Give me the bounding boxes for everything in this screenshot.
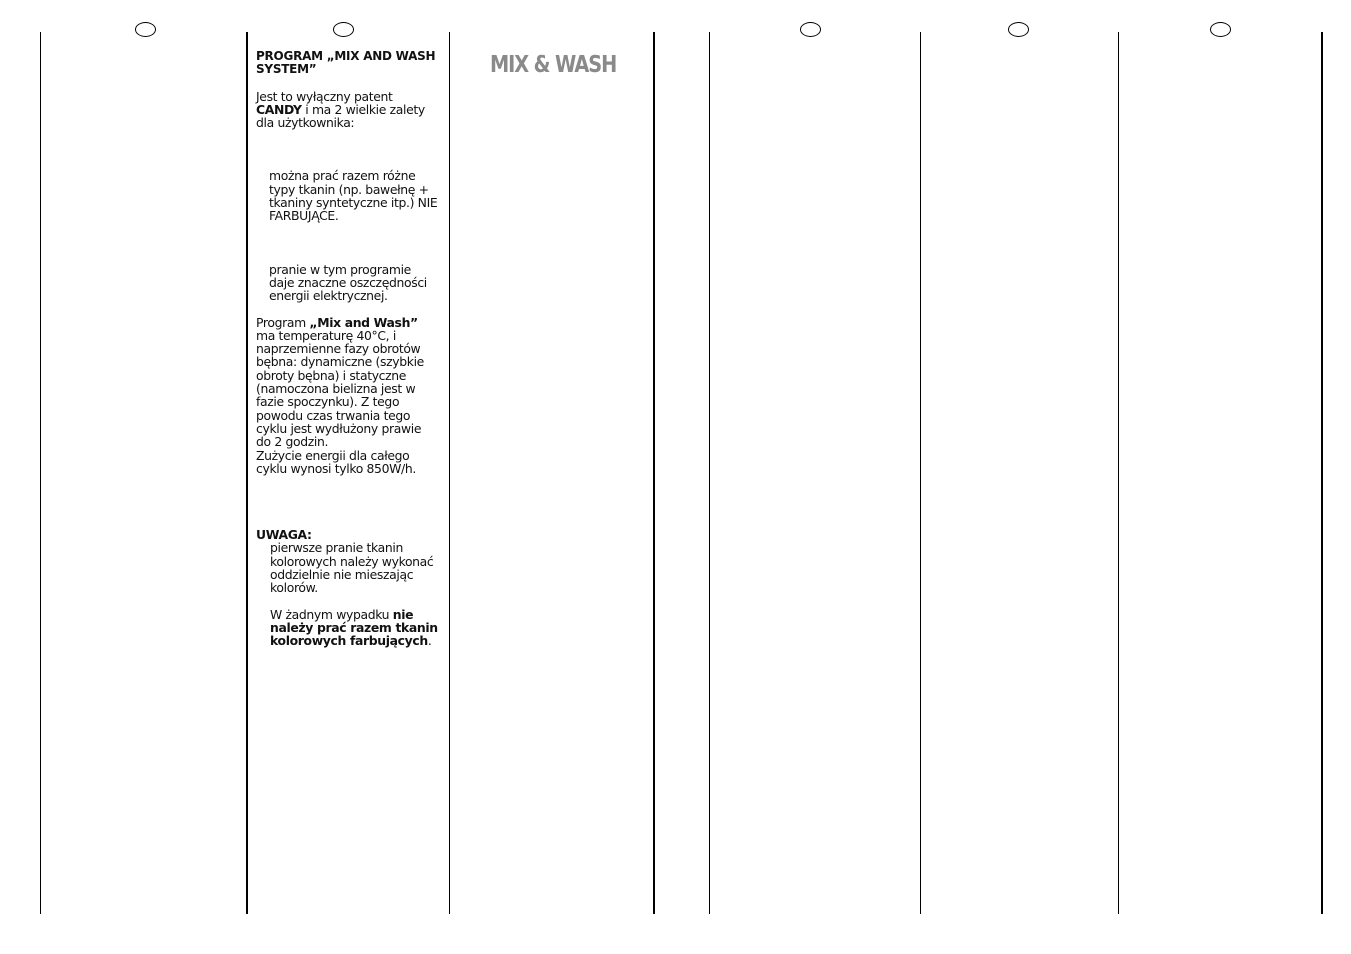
column-divider-3 (449, 32, 450, 914)
warning-label: UWAGA: (256, 527, 312, 543)
mix-and-wash-title: MIX & WASH (490, 52, 617, 78)
program-details-paragraph: Program „Mix and Wash” ma temperaturę 40°C, i naprzemienne fazy obrotów bębna: dynamiczne (szybkie obroty bębna) i statyczne (namoczona bielizna jest w fazie spoczynku). Z tego powodu czas trwania tego cyklu jest wydłużony prawie do 2 godzin. (256, 314, 424, 450)
language-marker-circle (135, 22, 156, 37)
language-marker-circle (1210, 22, 1231, 37)
column-divider-7 (1118, 32, 1119, 914)
benefit-mixed-fabrics: można prać razem różne typy tkanin (np. bawełnę + tkaniny syntetyczne itp.) NIE FARBUJĄCE. (269, 168, 438, 224)
language-marker-circle (1008, 22, 1029, 37)
column-divider-6 (920, 32, 921, 914)
program-name: „Mix and Wash” (309, 314, 418, 330)
brand-name: CANDY (256, 101, 302, 117)
column-divider-5 (709, 32, 710, 914)
column-divider-1 (40, 32, 41, 914)
column-divider-4 (653, 32, 655, 914)
warning-first-wash: pierwsze pranie tkanin kolorowych należy wykonać oddzielnie nie mieszając kolorów. (270, 540, 434, 596)
column-divider-8 (1321, 32, 1323, 914)
benefit-energy-saving: pranie w tym programie daje znaczne oszczędności energii elektrycznej. (269, 261, 427, 304)
program-heading: PROGRAM „MIX AND WASH SYSTEM” (256, 49, 436, 77)
program-description-column (256, 50, 438, 648)
warning-do-not-mix: W żadnym wypadku nie należy prać razem tkanin kolorowych farbujących. (270, 606, 438, 649)
language-marker-circle (800, 22, 821, 37)
energy-consumption-note: Zużycie energii dla całego cyklu wynosi tylko 850W/h. (256, 447, 416, 476)
column-divider-2 (246, 32, 248, 914)
language-marker-circle (333, 22, 354, 37)
intro-paragraph: Jest to wyłączny patent CANDY i ma 2 wielkie zalety dla użytkownika: (256, 88, 425, 131)
